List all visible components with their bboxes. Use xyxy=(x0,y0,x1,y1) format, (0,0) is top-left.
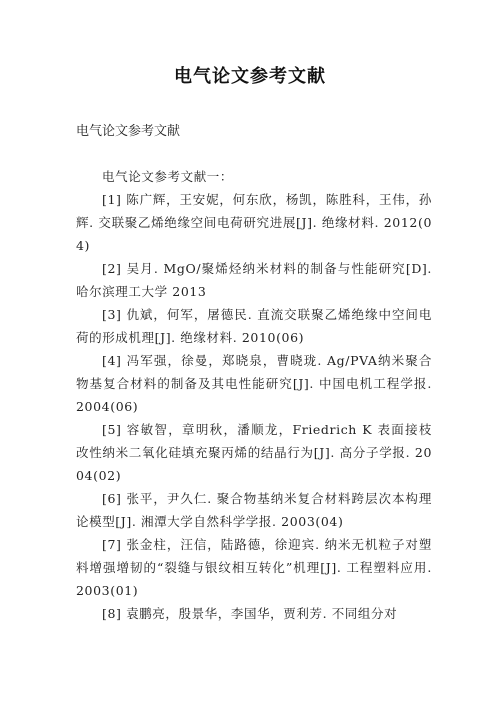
intro-line: 电气论文参考文献一： xyxy=(102,169,234,184)
reference-item-6: [6] 张平，尹久仁. 聚合物基纳米复合材料跨层次本构理论模型[J]. 湘潭大学自然科学学报. 2003(04) xyxy=(76,491,432,529)
reference-item-7: [7] 张金柱，汪信，陆路德，徐迎宾. 纳米无机粒子对塑料增强增韧的“裂缝与银纹相互转化”机理[J]. 工程塑料应用. 2003(01) xyxy=(76,537,432,598)
reference-item-3: [3] 仇斌，何军，屠德民. 直流交联聚乙烯绝缘中空间电荷的形成机理[J]. 绝缘材料. 2010(06) xyxy=(76,307,432,345)
reference-item-2: [2] 吴月. MgO/聚烯烃纳米材料的制备与性能研究[D]. 哈尔滨理工大学 2013 xyxy=(76,261,432,299)
reference-item-5: [5] 容敏智，章明秋，潘顺龙，Friedrich K 表面接枝改性纳米二氧化硅填充聚丙烯的结晶行为[J]. 高分子学报. 2004(02) xyxy=(76,422,432,483)
reference-item-8: [8] 袁鹏亮，殷景华，李国华，贾利芳. 不同组分对 xyxy=(102,606,398,621)
reference-item-1: [1] 陈广辉，王安妮，何东欣，杨凯，陈胜科，王伟，孙辉. 交联聚乙烯绝缘空间电荷研究进展[J]. 绝缘材料. 2012(04) xyxy=(76,192,432,253)
reference-item-4: [4] 冯军强，徐曼，郑晓泉，曹晓珑. Ag/PVA纳米聚合物基复合材料的制备及其电性能研究[J]. 中国电机工程学报. 2004(06) xyxy=(76,353,432,414)
document-body xyxy=(76,165,432,625)
section-subtitle: 电气论文参考文献 xyxy=(76,124,181,139)
page-title: 电气论文参考文献 xyxy=(174,66,326,87)
